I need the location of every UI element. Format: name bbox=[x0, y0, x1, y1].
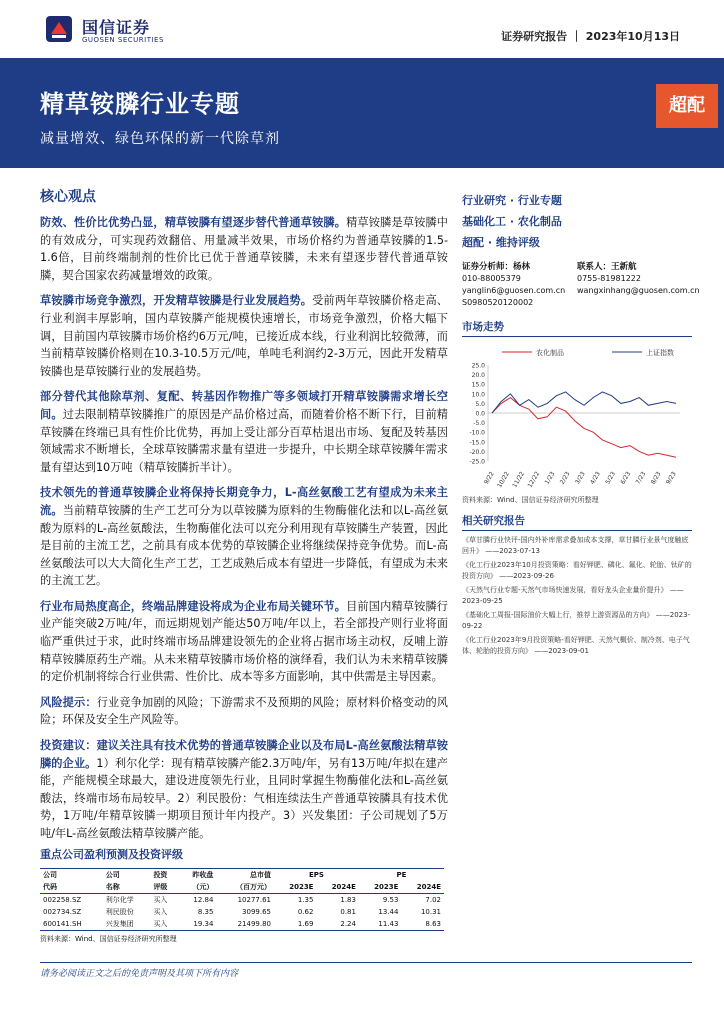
rating-badge: 超配 bbox=[656, 84, 718, 128]
x-tick-label: 5/23 bbox=[604, 470, 618, 486]
table-cell: 11.43 bbox=[359, 918, 401, 931]
table-cell: 1.83 bbox=[340, 896, 356, 904]
contact-name: 联系人：王新航 bbox=[577, 262, 637, 272]
table-cell: 买入 bbox=[153, 908, 168, 916]
x-tick-label: 1/23 bbox=[543, 470, 557, 486]
industry-tags bbox=[462, 190, 692, 253]
market-trend-chart bbox=[462, 343, 692, 493]
analyst-name: 证券分析师：杨林 bbox=[462, 262, 531, 272]
x-tick-label: 4/23 bbox=[589, 470, 602, 486]
core-paragraph-text: 受前两年草铵膦价格走高、行业利润丰厚影响，国内草铵膦产能规模快速增长，市场竞争激烈，价格大幅下调，目前国内草铵膦市场价格约6万元/吨，已接近成本线，行业利润比较微薄，而当前精草铵膦价格则在10.3-10.5万元/吨，单吨毛利润约2-3万元，因此开发精草铵膦也是草铵膦行业的发展趋势。 bbox=[40, 294, 448, 378]
y-tick-label: -25.0 bbox=[469, 458, 485, 466]
core-paragraph-text: 1）利尔化学：现有精草铵膦产能2.3万吨/年，另有13万吨/年拟在建产能，产能规模全球最大，建设进度领先行业，且同时掌握生物酶催化法和L-高丝氨酸法，终端市场布局较早。2）利民股份：气相连续法生产普通草铵膦具有技术优势，1万吨/年精草铵膦一期项目预计年内投产。3）兴发集团：子公司规划了5万吨/年L-高丝氨酸法精草铵膦产能。 bbox=[40, 756, 448, 840]
y-tick-label: 15.0 bbox=[471, 381, 485, 389]
related-report-item[interactable]: 《化工行业2023年10月投资策略：看好钾肥、磷化、氟化、轮胎、钛矿的投资方向》 ——2023-09-26 bbox=[462, 561, 692, 580]
table-cell: 19.34 bbox=[179, 918, 217, 931]
core-views-heading: 核心观点 bbox=[40, 189, 96, 205]
th-pe: PE bbox=[359, 869, 444, 882]
core-paragraph-text: 当前精草铵膦的生产工艺可分为以草铵膦为原料的生物酶催化法和以L-高丝氨酸为原料的L-高丝氨酸法，生物酶催化法可以充分利用现有草铵膦生产装置，因此是目前的主流工艺，之前具有成本优势的草铵膦企业将继续保持竞争优势。而L-高丝氨酸法可以大大简化生产工艺，工艺成熟后成本有望进一步降低，有望成为未来的主流工艺。 bbox=[40, 503, 448, 588]
series-line-sse-index bbox=[492, 392, 676, 413]
analyst-cert: S0980520120002 bbox=[462, 298, 534, 307]
table-cell: 0.81 bbox=[340, 908, 356, 916]
th-pe-2024: 2024E bbox=[401, 881, 444, 894]
disclaimer-footer: 请务必阅读正文之后的免责声明及其项下所有内容 bbox=[40, 969, 239, 979]
series-line-agrochem bbox=[492, 398, 676, 458]
y-tick-label: -20.0 bbox=[469, 448, 485, 456]
related-report-item[interactable]: 《基础化工周报-国际油价大幅上行，推荐上游资源品的方向》 ——2023-09-22 bbox=[462, 611, 691, 630]
core-paragraph-highlight: 技术领先的普通草铵膦企业将保持长期竞争力，L-高丝氨酸工艺有望成为未来主流。 bbox=[40, 486, 448, 517]
x-tick-label: 2/23 bbox=[558, 470, 572, 486]
th-unit-yuan: （元） bbox=[179, 881, 217, 894]
th-close: 昨收盘 bbox=[179, 869, 217, 882]
table-cell: 9.53 bbox=[382, 896, 399, 904]
table-cell: 7.02 bbox=[425, 896, 441, 904]
th-pe-2023: 2023E bbox=[359, 881, 401, 894]
table-cell: 1.69 bbox=[274, 918, 316, 931]
core-paragraph-highlight: 行业布局热度高企，终端品牌建设将成为企业布局关键环节。 bbox=[40, 599, 347, 613]
x-tick-label: 6/23 bbox=[619, 470, 633, 486]
tag-research-type: 行业研究 · 行业专题 bbox=[462, 194, 562, 207]
table-cell: 利民股份 bbox=[105, 908, 134, 916]
related-reports-list bbox=[462, 535, 692, 657]
y-tick-label: 5.0 bbox=[475, 400, 485, 408]
core-paragraph bbox=[40, 388, 448, 476]
logo-name-cn: 国信证券 bbox=[82, 18, 151, 37]
th-eps-2024: 2024E bbox=[316, 881, 358, 894]
y-tick-label: 10.0 bbox=[471, 391, 485, 399]
th-invest: 投资 bbox=[150, 869, 178, 882]
table-cell: 10277.61 bbox=[237, 896, 271, 904]
analyst-email[interactable]: yanglin6@guosen.com.cn bbox=[462, 286, 566, 295]
related-report-item[interactable]: 《草甘膦行业快评-国内外补库需求叠加成本支撑，草甘膦行业景气度触底回升》 ——2023-07-13 bbox=[462, 536, 689, 555]
core-paragraph-text: 精草铵膦是草铵膦中的有效成分，可实现药效翻倍、用量减半效果，市场价格约为普通草铵膦的1.5-1.6倍，目前终端制剂的性价比已优于普通草铵膦，未来有望逐步替代普通草铵膦，契合国家农药减量增效的政策。 bbox=[40, 216, 448, 282]
x-tick-label: 11/22 bbox=[511, 470, 527, 489]
x-tick-label: 9/22 bbox=[482, 470, 496, 486]
page-header bbox=[0, 0, 724, 58]
core-paragraph bbox=[40, 737, 448, 843]
core-paragraph bbox=[40, 694, 448, 729]
market-trend-heading: 市场走势 bbox=[462, 319, 692, 337]
y-tick-label: 0.0 bbox=[475, 410, 485, 418]
y-tick-label: 20.0 bbox=[471, 372, 485, 380]
core-paragraph-highlight: 防效、性价比优势凸显，精草铵膦有望逐步替代普通草铵膦。 bbox=[40, 216, 347, 229]
chart-source: 资料来源：Wind、国信证券经济研究所整理 bbox=[462, 496, 599, 504]
th-unit-million: （百万元） bbox=[216, 881, 274, 894]
table-source: 资料来源：Wind、国信证券经济研究所整理 bbox=[40, 935, 177, 943]
th-eps: EPS bbox=[274, 869, 359, 882]
table-cell: 002258.SZ bbox=[43, 896, 82, 904]
core-paragraph-highlight: 部分替代其他除草剂、复配、转基因作物推广等多领域打开精草铵膦需求增长空间。 bbox=[40, 390, 448, 421]
y-tick-label: -5.0 bbox=[473, 420, 485, 428]
table-cell: 0.62 bbox=[297, 908, 314, 916]
table-cell: 8.63 bbox=[401, 918, 444, 931]
table-cell: 002734.SZ bbox=[43, 908, 82, 916]
table-cell: 13.44 bbox=[378, 908, 399, 916]
y-tick-label: 25.0 bbox=[471, 362, 485, 370]
table-cell: 兴发集团 bbox=[103, 918, 151, 931]
table-cell: 21499.80 bbox=[216, 918, 274, 931]
table-cell: 利尔化学 bbox=[105, 896, 134, 904]
contact-phone: 0755-81981222 bbox=[577, 274, 641, 283]
related-report-item[interactable]: 《天然气行业专题-天然气市场快速发展，看好龙头企业量价提升》 ——2023-09-25 bbox=[462, 586, 684, 605]
table-cell: 买入 bbox=[153, 896, 168, 904]
core-paragraph bbox=[40, 292, 448, 380]
x-tick-label: 12/22 bbox=[526, 470, 542, 489]
table-row bbox=[40, 906, 444, 918]
y-tick-label: -10.0 bbox=[469, 429, 485, 437]
core-paragraph-text: 过去限制精草铵膦推广的原因是产品价格过高，而随着价格不断下行，目前精草铵膦在终端已具有性价比优势，再加上受让部分百草枯退出市场、复配及转基因领域需求不断增长，全球草铵膦需求量有望进一步提升，中长期全球草铵膦年需求量有望达到10万吨（精草铵膦折半计）。 bbox=[40, 407, 448, 474]
table-cell: 3099.65 bbox=[242, 908, 271, 916]
core-paragraph bbox=[40, 598, 448, 686]
x-tick-label: 9/23 bbox=[664, 470, 678, 486]
related-report-item[interactable]: 《化工行业2023年9月投资策略-看好钾肥、天然气概价、制冷剂、电子气体、轮胎的投资方向》 ——2023-09-01 bbox=[462, 636, 690, 655]
forecast-table-heading: 重点公司盈利预测及投资评级 bbox=[40, 848, 183, 861]
table-cell: 买入 bbox=[150, 918, 178, 931]
th-code: 代码 bbox=[40, 881, 103, 894]
title-banner bbox=[0, 58, 724, 168]
core-paragraph-highlight: 风险提示： bbox=[40, 695, 97, 709]
th-company: 公司 bbox=[40, 869, 103, 882]
core-paragraph bbox=[40, 214, 448, 284]
tag-rating: 超配 · 维持评级 bbox=[462, 236, 540, 249]
forecast-table bbox=[40, 868, 444, 931]
core-paragraph-highlight: 草铵膦市场竞争激烈，开发精草铵膦是行业发展趋势。 bbox=[40, 294, 313, 308]
x-tick-label: 10/22 bbox=[496, 470, 511, 489]
th-eps-2023: 2023E bbox=[274, 881, 316, 894]
report-subtitle: 减量增效、绿色环保的新一代除草剂 bbox=[40, 131, 280, 147]
table-row bbox=[40, 894, 444, 907]
core-paragraph-text: 目前国内精草铵膦行业产能突破2万吨/年，而远期规划产能达50万吨/年以上，若全部投产则行业将面临严重供过于求，此时终端市场品牌建设领先的企业将占据市场主动权，反哺上游精草铵膦原药生产端。从未来精草铵膦市场价格的演绎看，我们认为未来精草铵膦的定价机制将综合行业供需、性价比、成本等多方面影响，其中供需是主导因素。 bbox=[40, 599, 448, 684]
logo-name-en: GUOSEN SECURITIES bbox=[82, 36, 164, 44]
table-cell: 10.31 bbox=[420, 908, 441, 916]
table-cell: 2.24 bbox=[316, 918, 358, 931]
th-name: 名称 bbox=[103, 881, 151, 894]
analyst-contacts bbox=[462, 261, 700, 309]
th-rating: 评级 bbox=[150, 881, 178, 894]
core-paragraph-text: 行业竞争加剧的风险；下游需求不及预期的风险；原材料价格变动的风险；环保及安全生产风险等。 bbox=[40, 695, 448, 727]
forecast-table-block bbox=[40, 846, 444, 944]
tag-sector: 基础化工 · 农化制品 bbox=[462, 215, 562, 228]
report-type-date: 证券研究报告 ｜ 2023年10月13日 bbox=[501, 30, 680, 43]
x-tick-label: 3/23 bbox=[573, 470, 587, 486]
core-paragraph bbox=[40, 484, 448, 590]
x-tick-label: 8/23 bbox=[649, 470, 663, 486]
report-title: 精草铵膦行业专题 bbox=[40, 90, 240, 118]
core-paragraph-highlight: 投资建议：建议关注具有技术优势的普通草铵膦企业以及布局L-高丝氨酸法精草铵膦的企业。 bbox=[40, 739, 448, 770]
related-reports-heading: 相关研究报告 bbox=[462, 513, 692, 531]
contact-email[interactable]: wangxinhang@guosen.com.cn bbox=[577, 286, 700, 295]
table-cell: 12.84 bbox=[193, 896, 214, 904]
table-cell: 8.35 bbox=[197, 908, 214, 916]
table-cell: 600141.SH bbox=[40, 918, 103, 931]
analyst-phone: 010-88005379 bbox=[462, 274, 521, 283]
table-row bbox=[40, 918, 444, 931]
y-tick-label: -15.0 bbox=[469, 439, 485, 447]
legend-label: 农化制品 bbox=[536, 349, 564, 357]
footer-divider bbox=[40, 962, 692, 963]
sidebar bbox=[462, 190, 700, 660]
th-company: 公司 bbox=[103, 869, 151, 882]
table-cell: 1.35 bbox=[297, 896, 314, 904]
market-trend-svg bbox=[462, 343, 692, 493]
core-views bbox=[40, 186, 448, 851]
x-tick-label: 7/23 bbox=[634, 470, 648, 486]
th-mcap: 总市值 bbox=[216, 869, 274, 882]
guosen-logo bbox=[44, 14, 174, 50]
guosen-logo-icon bbox=[44, 14, 74, 44]
legend-label: 上证指数 bbox=[646, 349, 674, 357]
